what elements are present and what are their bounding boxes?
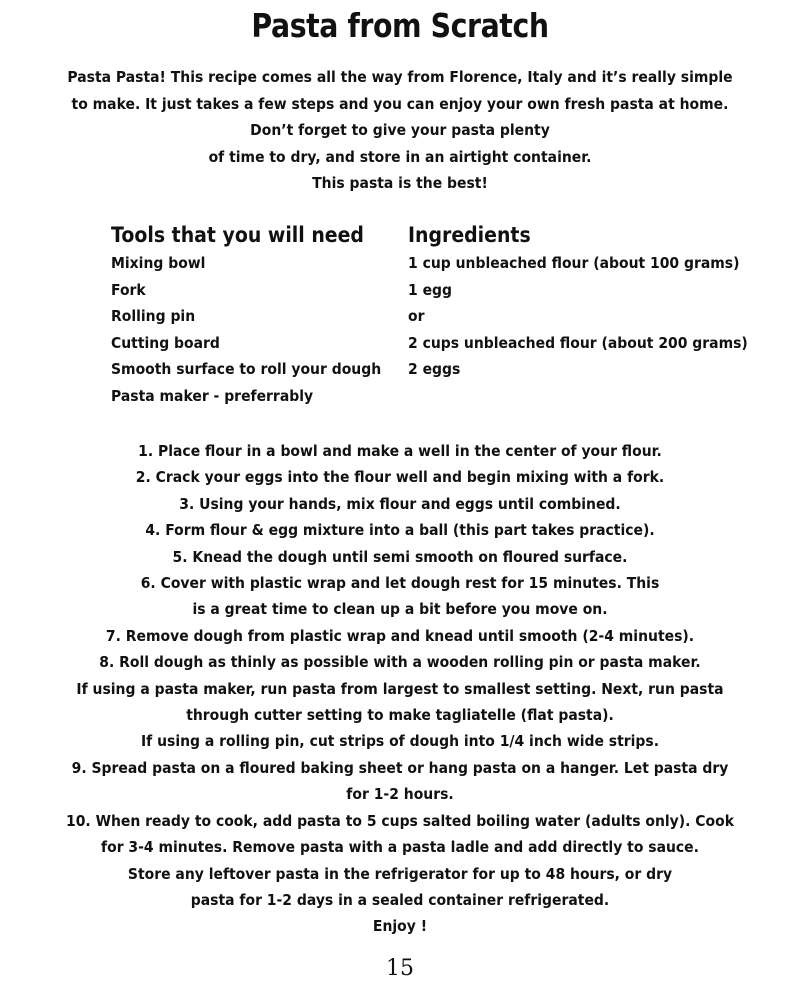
intro-line: Pasta Pasta! This recipe comes all the way from Florence, Italy and it’s really simple — [67, 68, 733, 86]
step-line: 7. Remove dough from plastic wrap and knead until smooth (2-4 minutes). — [105, 626, 695, 645]
step-line: 1. Place flour in a bowl and make a well in the center of your flour. — [138, 442, 662, 460]
tool-item: Fork — [111, 280, 146, 299]
intro-line: of time to dry, and store in an airtight container. — [208, 147, 592, 166]
step-line: 6. Cover with plastic wrap and let dough rest for 15 minutes. This — [140, 574, 660, 593]
page-title: Pasta from Scratch — [251, 6, 549, 45]
page-number: 15 — [386, 956, 414, 981]
step-line: 5. Knead the dough until semi smooth on floured surface. — [172, 547, 628, 566]
step-line: 10. When ready to cook, add pasta to 5 cups salted boiling water (adults only). Cook — [66, 811, 734, 830]
ingredient-item: 2 cups unbleached flour (about 200 grams) — [408, 333, 748, 352]
tool-item: Smooth surface to roll your dough — [111, 360, 382, 379]
step-line: 4. Form flour & egg mixture into a ball (this part takes practice). — [145, 521, 655, 540]
step-line: 2. Crack your eggs into the flour well and begin mixing with a fork. — [135, 468, 665, 487]
ingredients-section — [408, 220, 768, 383]
ingredients-heading: Ingredients — [408, 223, 531, 247]
step-line: 3. Using your hands, mix flour and eggs until combined. — [179, 494, 621, 513]
step-line: 9. Spread pasta on a floured baking sheet or hang pasta on a hanger. Let pasta dry — [71, 758, 729, 777]
tool-item: Cutting board — [111, 333, 220, 352]
step-line: for 3-4 minutes. Remove pasta with a pasta ladle and add directly to sauce. — [101, 838, 699, 857]
step-line: for 1-2 hours. — [346, 785, 454, 804]
step-line: If using a pasta maker, run pasta from largest to smallest setting. Next, run pasta — [76, 679, 724, 698]
ingredient-item: 1 egg — [408, 280, 453, 299]
instructions-list — [0, 438, 800, 940]
intro-line: Don’t forget to give your pasta plenty — [250, 121, 550, 139]
tools-list — [111, 250, 401, 410]
intro-paragraph — [0, 64, 800, 197]
ingredient-item: 2 eggs — [408, 360, 461, 379]
step-line: Store any leftover pasta in the refrigerator for up to 48 hours, or dry — [127, 864, 673, 883]
closing-line: Enjoy ! — [372, 917, 428, 936]
tool-item: Pasta maker - preferrably — [111, 386, 314, 405]
tool-item: Mixing bowl — [111, 254, 206, 272]
step-line: is a great time to clean up a bit before you move on. — [192, 600, 608, 619]
tool-item: Rolling pin — [111, 307, 196, 326]
ingredient-item: or — [408, 307, 425, 326]
ingredient-item: 1 cup unbleached flour (about 100 grams) — [408, 254, 740, 272]
tools-heading: Tools that you will need — [111, 223, 364, 247]
step-line: through cutter setting to make tagliatelle (flat pasta). — [186, 706, 614, 725]
tools-section — [111, 220, 401, 410]
step-line: If using a rolling pin, cut strips of dough into 1/4 inch wide strips. — [140, 732, 660, 751]
step-line: 8. Roll dough as thinly as possible with a wooden rolling pin or pasta maker. — [99, 653, 701, 672]
intro-line: This pasta is the best! — [312, 174, 488, 192]
step-line: pasta for 1-2 days in a sealed container refrigerated. — [190, 890, 610, 909]
intro-line: to make. It just takes a few steps and you can enjoy your own fresh pasta at home. — [71, 94, 729, 113]
ingredients-list — [408, 250, 768, 383]
